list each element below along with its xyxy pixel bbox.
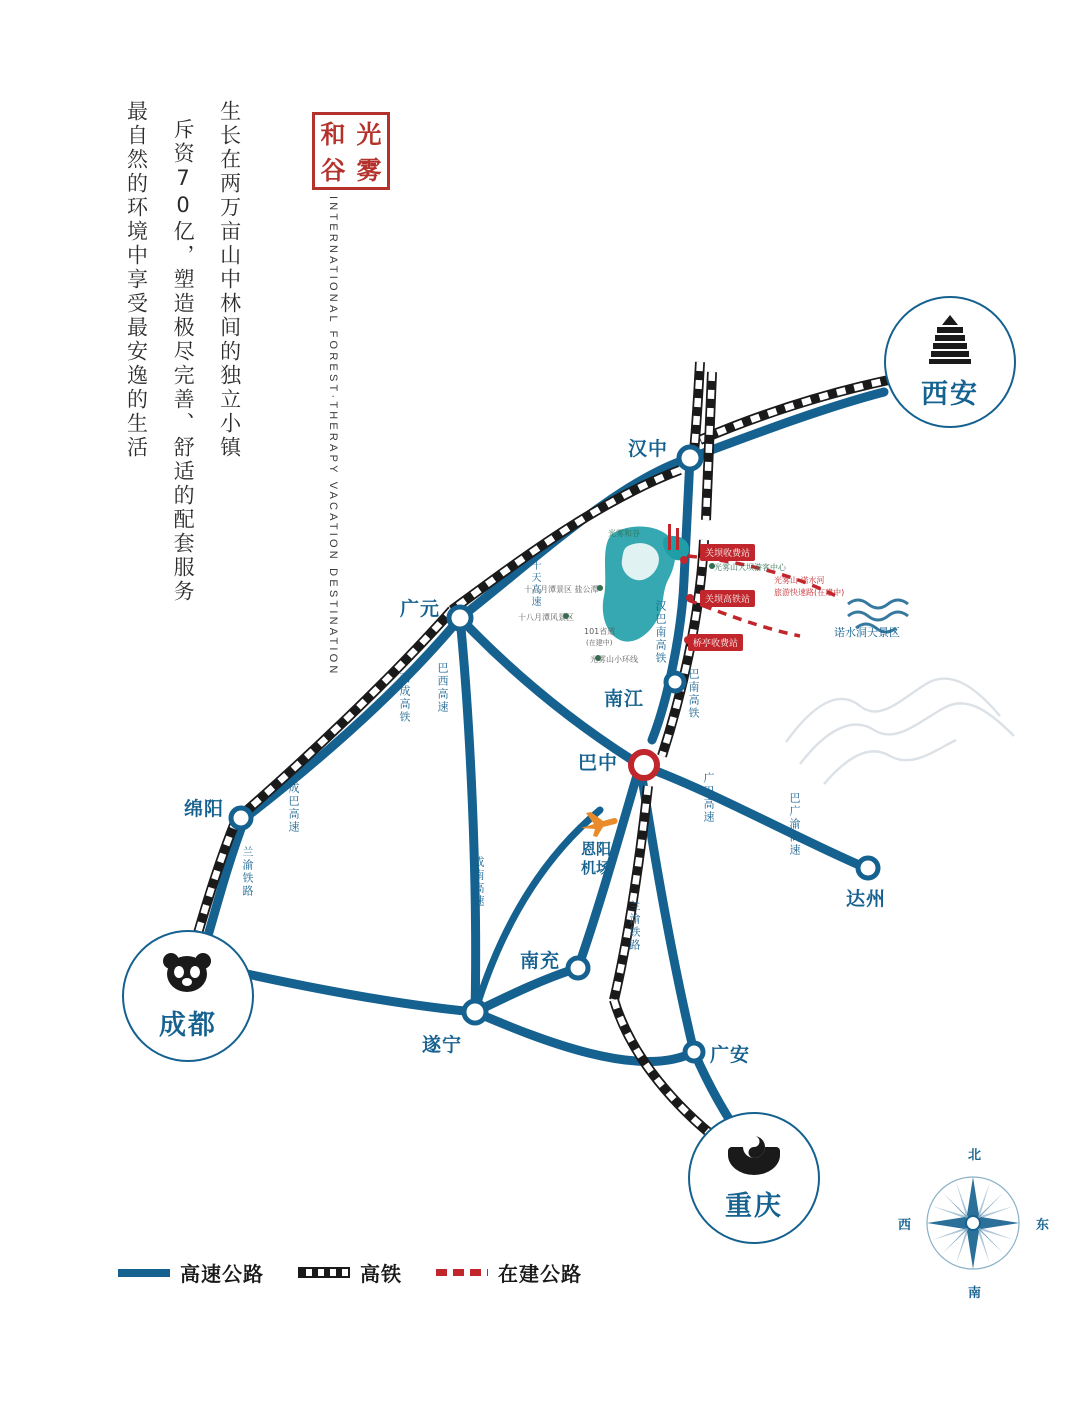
node-label-guangyuan[interactable]: 广元 <box>400 598 441 620</box>
compass <box>898 1148 1050 1301</box>
seal-char-3: 雾 <box>356 156 382 185</box>
legend-item-highway <box>118 1258 264 1287</box>
node-label-bazhong[interactable]: 巴中 <box>578 752 619 774</box>
legend-label-under-construction: 在建公路 <box>498 1262 582 1286</box>
resort-point-visitor-center: 光雾山大坝游客中心 <box>714 563 786 572</box>
compass-south-label: 南 <box>968 1286 982 1301</box>
airport-label-line1: 恩阳 <box>580 840 611 858</box>
resort-point-small-loop: 光雾山小环线 <box>590 655 638 664</box>
node-guangyuan <box>449 607 471 629</box>
resort-point-shibayuetan-scenic: 十八月潭风景区 <box>518 613 574 622</box>
note-express-road-1: 光雾山·诺水河 <box>774 576 825 585</box>
node-guangan <box>685 1043 703 1061</box>
compass-east-label: 东 <box>1036 1218 1050 1233</box>
node-mianyang <box>231 808 251 828</box>
road-label-banan: 巴南高铁 <box>687 668 700 720</box>
airport-label-line2: 机场 <box>580 858 611 877</box>
legend-label-railway: 高铁 <box>360 1262 402 1286</box>
resort-point-under-construction: (在建中) <box>586 639 613 647</box>
note-express-road-2: 旅游快速路(在建中) <box>774 588 845 597</box>
resort-point-provincial-road: 101省道 <box>584 627 616 636</box>
road-label-xicheng: 西成高铁 <box>398 672 411 724</box>
node-label-nanjiang[interactable]: 南江 <box>604 688 645 710</box>
headline-line-2: 斥资70亿，塑造极尽完善、舒适的配套服务 <box>171 118 196 604</box>
brand-english-tagline: INTERNATIONAL FOREST·THERAPY VACATION DESTINATION <box>326 196 339 677</box>
node-label-hanzhong[interactable]: 汉中 <box>628 438 669 460</box>
pagoda-icon <box>928 313 972 370</box>
airport-label <box>556 840 636 878</box>
city-bubble-label-xian: 西安 <box>921 379 979 410</box>
node-label-dazhou[interactable]: 达州 <box>846 888 887 910</box>
panda-icon <box>159 950 217 1001</box>
headline-line-1: 生长在两万亩山中林间的独立小镇 <box>217 100 242 460</box>
legend-item-railway <box>298 1258 402 1287</box>
legend-swatch-railway <box>298 1267 350 1278</box>
tag-qiaoting-toll[interactable]: 桥亭收费站 <box>688 634 743 651</box>
city-bubble-label-chongqing: 重庆 <box>725 1191 783 1222</box>
node-hanzhong <box>679 447 701 469</box>
resort-point-shibayuetan-park: 十八月潭景区 盐公潭 <box>524 585 599 594</box>
legend <box>118 1258 582 1287</box>
legend-label-highway: 高速公路 <box>180 1262 264 1286</box>
compass-west-label: 西 <box>898 1218 912 1233</box>
tag-guanba-hsr[interactable]: 关坝高铁站 <box>700 590 755 607</box>
resort-title-small: 光雾和谷 <box>608 529 640 538</box>
road-label-chengnan: 成南高速 <box>472 856 485 908</box>
node-label-guangan[interactable]: 广安 <box>710 1044 751 1066</box>
road-label-lanyu-south: 兰渝铁路 <box>628 900 641 952</box>
mountain-watermark <box>786 679 1014 784</box>
city-bubble-xian[interactable] <box>884 296 1016 428</box>
headline-line-3: 最自然的环境中享受最安逸的生活 <box>124 100 149 460</box>
road-label-shitian: 十天高速 <box>529 560 540 608</box>
node-nanchong <box>568 958 588 978</box>
node-label-nanchong[interactable]: 南充 <box>520 950 561 972</box>
legend-swatch-highway <box>118 1269 170 1277</box>
node-dazhou <box>858 858 878 878</box>
road-label-chengba: 成巴高速 <box>287 782 300 834</box>
resort-point-nuoshui: 诺水洞天景区 <box>834 626 900 639</box>
compass-north-label: 北 <box>968 1148 982 1163</box>
road-label-baguangyu: 巴广渝高速 <box>788 792 801 857</box>
road-label-guangba: 广巴高速 <box>702 772 715 824</box>
hotpot-icon <box>726 1133 782 1182</box>
node-suining <box>464 1001 486 1023</box>
legend-swatch-under-construction <box>436 1269 488 1276</box>
road-label-hanbanan: 汉巴南高铁 <box>654 600 667 665</box>
tag-guanba-toll[interactable]: 关坝收费站 <box>700 544 755 561</box>
city-bubble-chongqing[interactable] <box>688 1112 820 1244</box>
node-nanjiang <box>666 673 684 691</box>
city-bubble-chengdu[interactable] <box>122 930 254 1062</box>
node-label-mianyang[interactable]: 绵阳 <box>184 798 225 820</box>
city-bubble-label-chengdu: 成都 <box>159 1010 217 1041</box>
node-label-suining[interactable]: 遂宁 <box>422 1034 463 1056</box>
seal-char-1: 光 <box>356 120 382 149</box>
road-label-baxi: 巴西高速 <box>436 662 449 714</box>
road-label-lanyu: 兰渝铁路 <box>241 846 254 898</box>
seal-char-2: 和 <box>320 120 346 149</box>
seal-char-4: 谷 <box>320 156 346 185</box>
legend-item-under-construction <box>436 1258 582 1287</box>
node-bazhong <box>631 752 657 778</box>
